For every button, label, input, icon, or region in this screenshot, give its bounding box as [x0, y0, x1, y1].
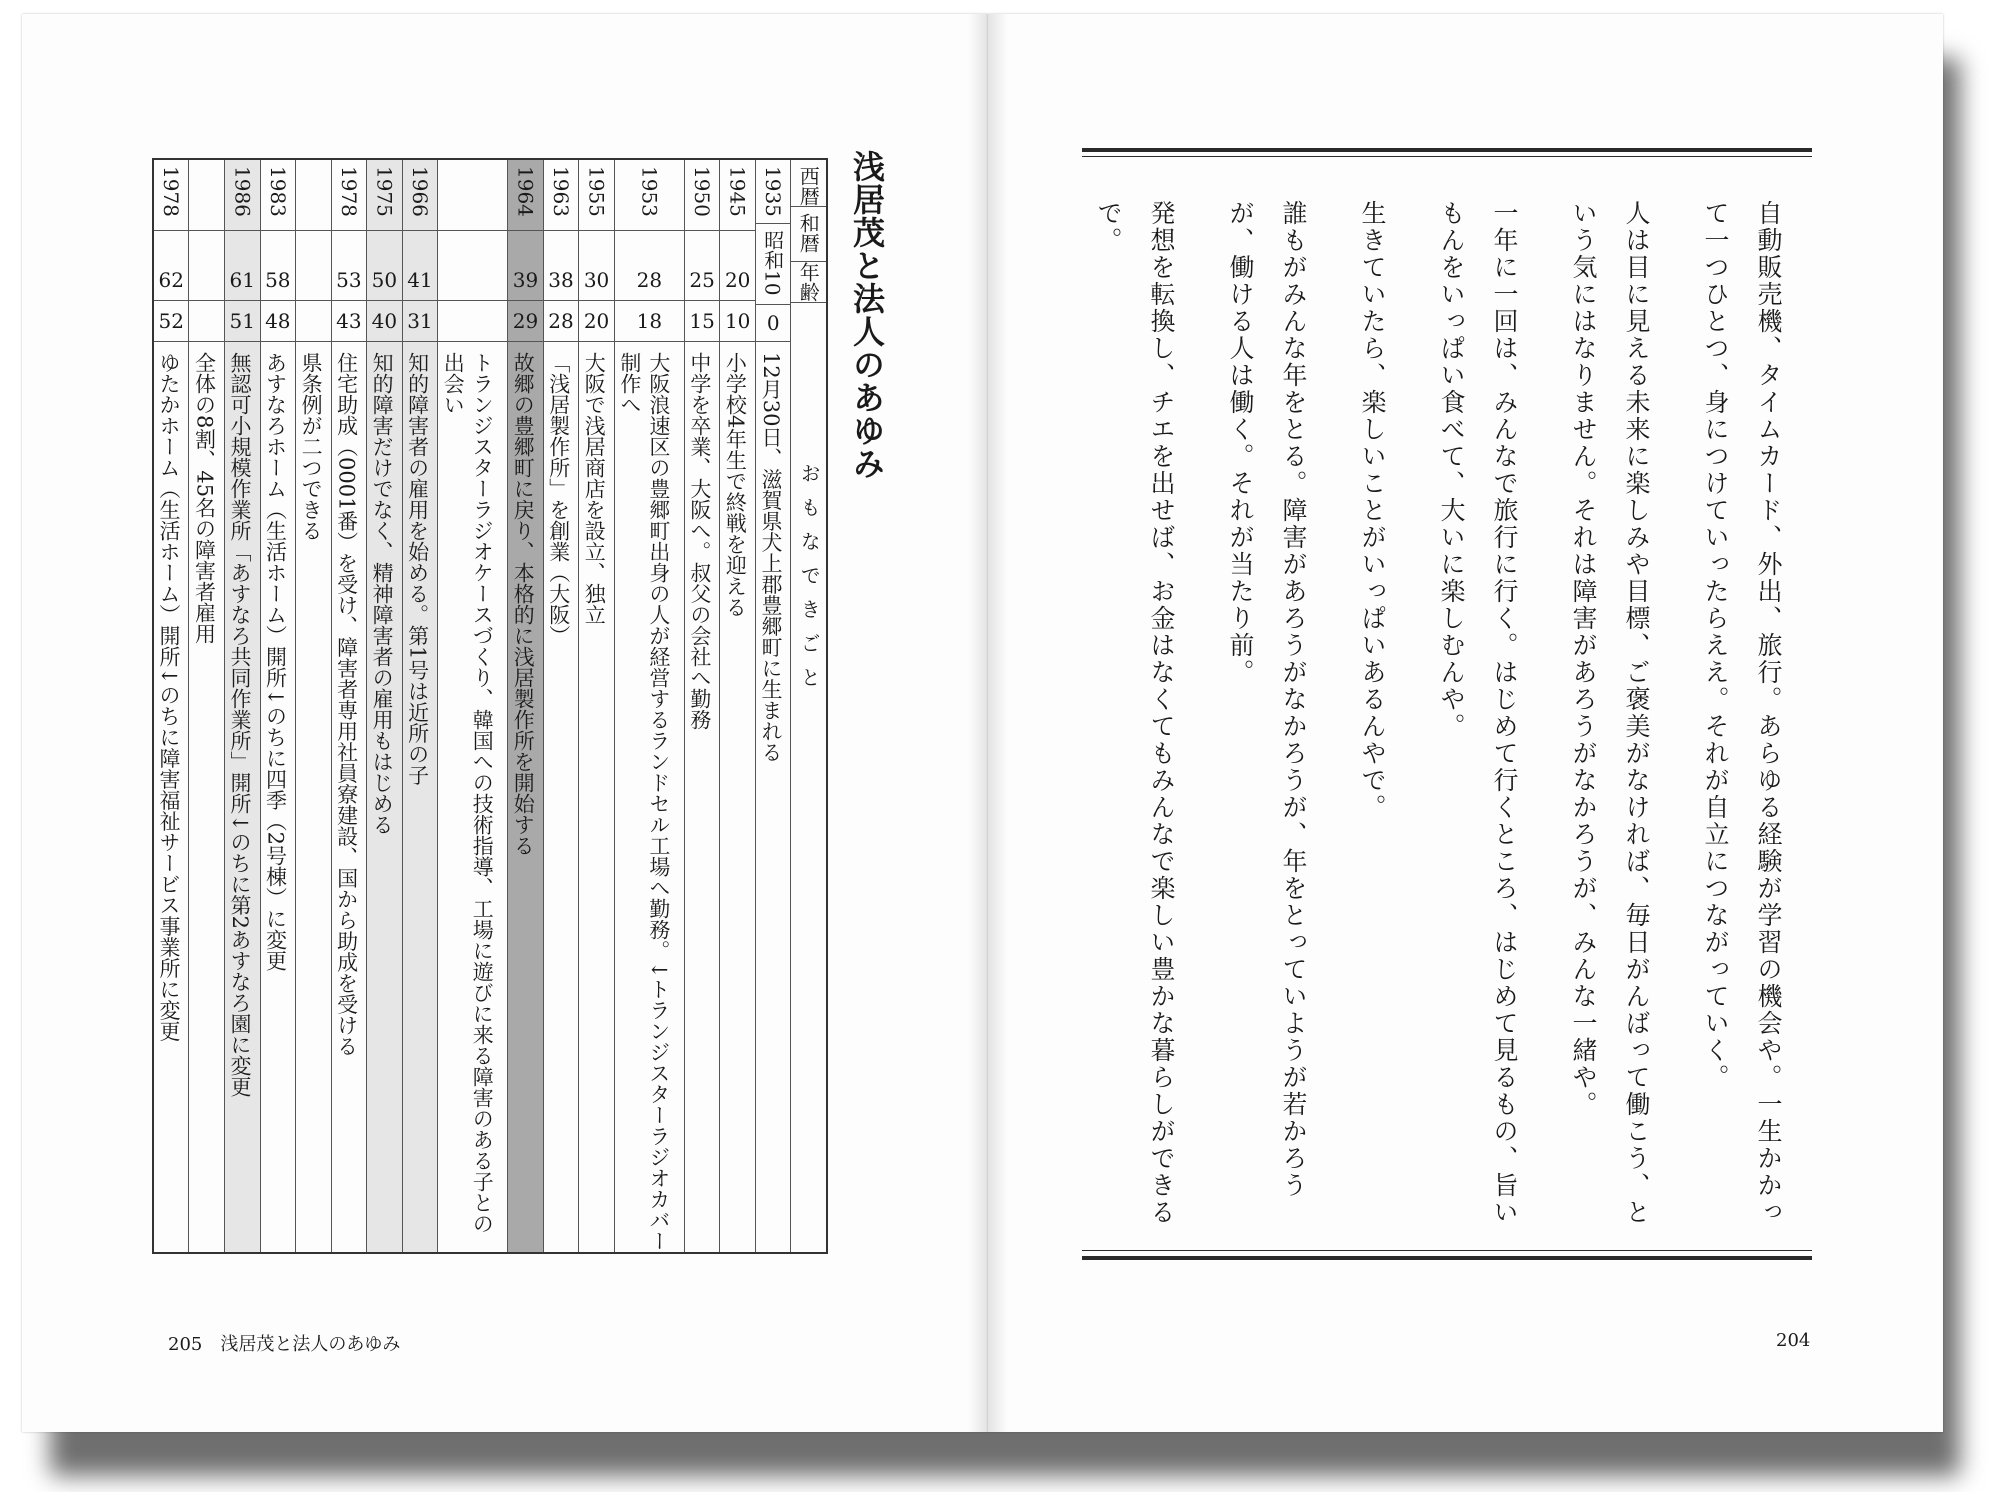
header-wareki: 和暦	[796, 213, 821, 253]
row-wareki: 62	[158, 267, 184, 292]
row-nenrei: 48	[265, 308, 291, 333]
row-wareki: 30	[583, 267, 610, 292]
row-event: トランジスターラジオケースづくり、韓国への技術指導、工場に遊びに来る障害のある子との出会い	[441, 352, 495, 1235]
row-event: 大阪で浅居商店を設立、独立	[582, 352, 607, 626]
row-event: 「浅居製作所」を創業（大阪）	[546, 352, 571, 647]
row-event: 無認可小規模作業所「あすなろ共同作業所」開所↓のちに第2あすなろ園に変更	[228, 352, 252, 1097]
timeline-row	[295, 160, 331, 1252]
timeline-row	[437, 160, 507, 1252]
paragraph: 生きていたら、楽しいことがいっぱいあるんやで。	[1358, 200, 1387, 821]
row-seireki: 1978	[336, 166, 361, 217]
row-event: 住宅助成（0001番）を受け、障害者専用社員寮建設、国から助成を受ける	[334, 352, 359, 1057]
row-nenrei: 28	[548, 308, 574, 333]
row-event: あすなろホーム（生活ホーム）開所↓のちに四季（2号棟）に変更	[263, 352, 288, 971]
row-nenrei: 18	[636, 308, 663, 333]
row-event: 大阪浪速区の豊郷町出身の人が経営するランドセル工場へ勤務。↓トランジスターラジオカバー制作へ	[617, 352, 671, 1252]
running-title: 浅居茂と法人のあゆみ	[220, 1334, 401, 1355]
row-seireki: 1955	[584, 166, 609, 217]
timeline-row	[684, 160, 720, 1252]
row-event: ゆたかホーム（生活ホーム）開所↓のちに障害福祉サービス事業所に変更	[156, 352, 181, 1042]
timeline-row	[154, 160, 189, 1252]
bottom-rule-thick	[1082, 1256, 1812, 1260]
row-event: 知的障害者の雇用を始める。第1号は近所の子	[405, 352, 430, 786]
row-seireki: 1966	[407, 166, 432, 217]
header-seireki: 西暦	[796, 166, 821, 206]
row-event: 中学を卒業、大阪へ。叔父の会社へ勤務	[687, 352, 712, 731]
row-wareki: 38	[548, 267, 574, 292]
left-footer	[168, 1330, 400, 1356]
timeline-row	[188, 160, 224, 1252]
row-seireki: 1983	[265, 166, 290, 217]
row-nenrei: 52	[158, 308, 184, 333]
row-wareki: 25	[689, 267, 715, 292]
quote-column	[1082, 200, 1795, 1230]
timeline-row	[578, 160, 614, 1252]
book-gutter	[968, 14, 1008, 1432]
row-nenrei: 40	[371, 308, 398, 333]
row-nenrei: 15	[689, 308, 715, 333]
row-wareki: 20	[724, 267, 751, 292]
timeline-row	[543, 160, 579, 1252]
top-rule-thick	[1082, 148, 1812, 152]
row-event: 知的障害だけでなく、精神障害者の雇用もはじめる	[370, 352, 395, 836]
row-wareki: 58	[265, 267, 291, 292]
paragraph: 一年に一回は、みんなで旅行に行く。はじめて行くところ、はじめて見るもの、旨いもんをいっぱい食べて、大いに楽しむんや。	[1437, 200, 1519, 1226]
row-event: 故郷の豊郷町に戻り、本格的に浅居製作所を開始する	[511, 352, 536, 857]
header-nenrei: 年齢	[796, 262, 821, 302]
right-footer	[1776, 1330, 1810, 1351]
page-number: 204	[1776, 1330, 1811, 1351]
timeline-row-shaded	[224, 160, 260, 1252]
timeline-row	[331, 160, 367, 1252]
row-wareki: 39	[512, 267, 539, 292]
row-seireki: 1953	[637, 166, 662, 217]
row-seireki: 1975	[372, 166, 397, 217]
row-wareki: 50	[371, 267, 398, 292]
row-seireki: 1964	[513, 166, 538, 217]
row-event: 県条例が二つできる	[299, 352, 324, 542]
timeline-row-highlighted	[507, 160, 543, 1252]
row-wareki: 61	[229, 267, 255, 292]
timeline-row	[755, 160, 791, 1252]
header-event: おもなできごと	[797, 463, 822, 701]
paragraph: 人は目に見える未来に楽しみや目標、ご褒美がなければ、毎日がんばって働こう、という気にはなりません。それは障害があろうがなかろうが、みんな一緒や。	[1569, 200, 1651, 1226]
row-wareki: 41	[407, 267, 433, 292]
quote-text	[1082, 200, 1802, 1230]
row-event: 小学校4年生で終戦を迎える	[723, 352, 748, 618]
row-wareki: 53	[336, 267, 362, 292]
paragraph: 誰もがみんな年をとる。障害があろうがなかろうが、年をとっていようが若かろうが、働ける人は働く。それが当たり前。	[1226, 200, 1308, 1199]
row-event: 全体の8割、45名の障害者雇用	[192, 352, 217, 645]
row-seireki: 1978	[159, 166, 184, 217]
row-nenrei: 43	[336, 308, 362, 333]
timeline-row	[719, 160, 755, 1252]
timeline-row-shaded	[366, 160, 402, 1252]
timeline-title: 浅居茂と法人のあゆみ	[848, 150, 886, 480]
row-wareki: 昭和10	[760, 230, 785, 296]
bottom-rule-thin	[1082, 1250, 1812, 1251]
row-seireki: 1945	[725, 166, 750, 217]
row-seireki: 1935	[761, 166, 786, 217]
paragraph: 自動販売機、タイムカード、外出、旅行。あらゆる経験が学習の機会や。一生かかって一つひとつ、身につけていったらええ。それが自立につながっていく。	[1701, 200, 1783, 1226]
row-nenrei: 0	[766, 310, 780, 335]
row-seireki: 1986	[230, 166, 255, 217]
timeline-table	[152, 158, 828, 1254]
top-rule-thin	[1082, 156, 1812, 157]
row-wareki: 28	[636, 267, 663, 292]
row-seireki: 1950	[690, 166, 715, 217]
row-nenrei: 29	[512, 308, 539, 333]
timeline-row	[614, 160, 684, 1252]
row-nenrei: 31	[407, 308, 433, 333]
timeline-row	[260, 160, 296, 1252]
timeline-row-shaded	[402, 160, 438, 1252]
page-number: 205	[168, 1334, 203, 1355]
row-seireki: 1963	[549, 166, 574, 217]
row-nenrei: 10	[724, 308, 751, 333]
paragraph: 発想を転換し、チエを出せば、お金はなくてもみんなで楽しい豊かな暮らしができるで。	[1094, 200, 1176, 1226]
timeline-header-column	[790, 160, 826, 1252]
row-nenrei: 51	[229, 308, 255, 333]
row-nenrei: 20	[583, 308, 610, 333]
row-event: 12月30日、滋賀県犬上郡豊郷町に生まれる	[758, 352, 783, 763]
